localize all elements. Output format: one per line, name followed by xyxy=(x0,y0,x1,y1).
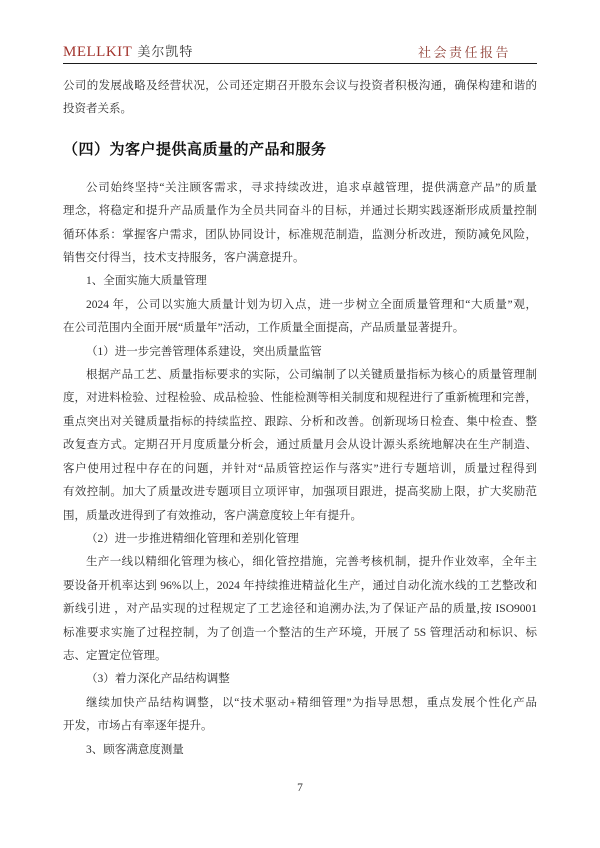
page-header xyxy=(63,0,537,64)
paragraph-line: 围，质量改进得到了有效推动，客户满意度较上年有提升。 xyxy=(63,509,362,522)
paragraph-line: 继续加快产品结构调整，以“技术驱动+精细管理”为指导思想，重点发展个性化产品 xyxy=(86,696,537,709)
paragraph-line: 1、全面实施大质量管理 xyxy=(86,275,207,288)
paragraph-line: 志、定置定位管理。 xyxy=(63,649,167,662)
paragraph-line: 在公司范围内全面开展“质量年”活动，工作质量全面提高，产品质量显著提升。 xyxy=(63,322,465,335)
page-number: 7 xyxy=(297,782,303,794)
paragraph-line: 重点突出对关键质量指标的持续监控、跟踪、分析和改善。创新现场日检查、集中检查、整 xyxy=(63,415,537,428)
brand-logo-latin: MELLKIT xyxy=(63,44,133,60)
paragraph-line: 根据产品工艺、质量指标要求的实际，公司编制了以关键质量指标为核心的质量管理制 xyxy=(86,369,537,382)
paragraph-line: 要设备开机率达到 96%以上，2024 年持续推进精益化生产，通过自动化流水线的工艺整改和 xyxy=(63,579,537,592)
report-title: 社会责任报告 xyxy=(417,45,511,60)
paragraph-line: （2）进一步推进精细化管理和差别化管理 xyxy=(86,532,299,545)
paragraph-line: 公司的发展战略及经营状况，公司还定期召开股东会议与投资者积极沟通，确保构建和谐的 xyxy=(63,80,537,92)
document-content xyxy=(63,64,537,762)
paragraph-line: 公司始终坚持“关注顾客需求，寻求持续改进，追求卓越管理，提供满意产品”的质量 xyxy=(86,181,537,194)
paragraph-line: 生产一线以精细化管理为核心，细化管控措施，完善考核机制，提升作业效率，全年主 xyxy=(86,556,537,569)
paragraph-line: 理念，将稳定和提升产品质量作为全员共同奋斗的目标，并通过长期实践逐渐形成质量控制 xyxy=(63,205,537,218)
brand-logo xyxy=(63,41,193,61)
paragraph-line: 标准要求实施了过程控制，为了创造一个整洁的生产环境，开展了 5S 管理活动和标识、标 xyxy=(63,626,537,639)
paragraph-line: （3）着力深化产品结构调整 xyxy=(86,673,230,686)
brand-logo-cjk: 美尔凯特 xyxy=(137,44,194,59)
paragraph-line: 投资者关系。 xyxy=(63,103,132,116)
paragraph-line: 度，对进料检验、过程检验、成品检验、性能检测等相关制度和规程进行了重新梳理和完善， xyxy=(63,392,537,405)
paragraph-line: 3、顾客满意度测量 xyxy=(86,743,184,756)
paragraph-line: 改复查方式。定期召开月度质量分析会，通过质量月会从设计源头系统地解决在生产制造、 xyxy=(63,439,537,452)
paragraph-line: 有效控制。加大了质量改进专题项目立项评审，加强项目跟进，提高奖励上限，扩大奖励范 xyxy=(63,486,537,499)
paragraph-line: 客户使用过程中存在的问题，并针对“品质管控运作与落实”进行专题培训，质量过程得到 xyxy=(63,462,537,475)
paragraph-line: 销售交付得当，技术支持服务，客户满意提升。 xyxy=(63,252,305,265)
paragraph-line: 新线引进 ，对产品实现的过程规定了工艺途径和追溯办法,为了保证产品的质量,按 ISO9001 xyxy=(63,603,537,616)
paragraph-line: 开发，市场占有率逐年提升。 xyxy=(63,720,213,733)
section-heading: （四）为客户提供高质量的产品和服务 xyxy=(63,140,327,158)
header-row xyxy=(63,43,537,64)
paragraph-line: （1）进一步完善管理体系建设，突出质量监管 xyxy=(86,345,322,358)
page-footer xyxy=(0,782,600,794)
paragraph-line: 2024 年，公司以实施大质量计划为切入点，进一步树立全面质量管理和“大质量”观， xyxy=(86,298,537,311)
paragraph-line: 循环体系：掌握客户需求，团队协同设计，标准规范制造，监测分析改进，预防减免风险， xyxy=(63,228,537,241)
